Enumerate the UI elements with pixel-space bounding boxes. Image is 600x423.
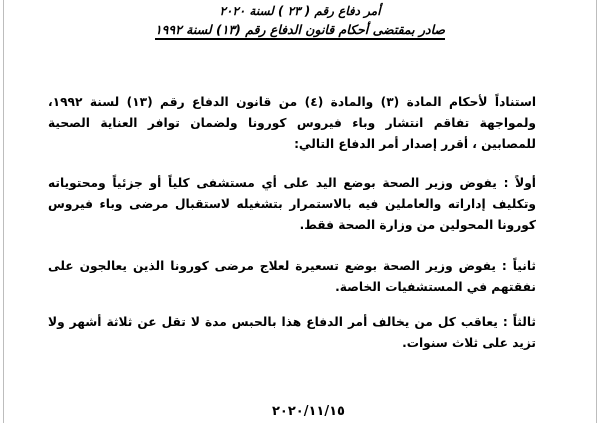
clause-third: ثالثاً : يعاقب كل من يخالف أمر الدفاع هذا بالحبس مدة لا تقل عن ثلاثة أشهر ولا تزيد على ثلاث سنوات. xyxy=(48,315,536,350)
intro-paragraph: استناداً لأحكام المادة (٣) والمادة (٤) من قانون الدفاع رقم (١٣) لسنة ١٩٩٢، ولمواجهة تفاقم انتشار وباء فيروس كورونا ولضمان توافر العناية الصحية للمصابين ، أقرر إصدار أمر الدفاع التالي: xyxy=(48,95,537,151)
clause-first: أولاً : يفوض وزير الصحة بوضع اليد على أي مستشفى كلياً أو جزئياً ومحتوياته وتكليف إداراته والعاملين فيه بالاستمرار بتشغيله لاستقبال مرضى وباء فيروس كورونا المحولين من وزارة الصحة فقط. xyxy=(48,176,536,232)
clause-second: ثانياً : يفوض وزير الصحة بوضع تسعيرة لعلاج مرضى كورونا الذين يعالجون على نفقتهم في المستشفيات الخاصة. xyxy=(48,259,536,294)
document-page xyxy=(3,0,597,423)
order-title: أمر دفاع رقم ( ٢٣ ) لسنة ٢٠٢٠ xyxy=(219,4,381,18)
order-subtitle xyxy=(4,22,596,37)
issue-date: ٢٠٢٠/١١/١٥ xyxy=(272,404,345,419)
issued-under-text: صادر بمقتضى أحكام قانون الدفاع رقم (١٣) لسنة ١٩٩٢ xyxy=(155,22,445,40)
